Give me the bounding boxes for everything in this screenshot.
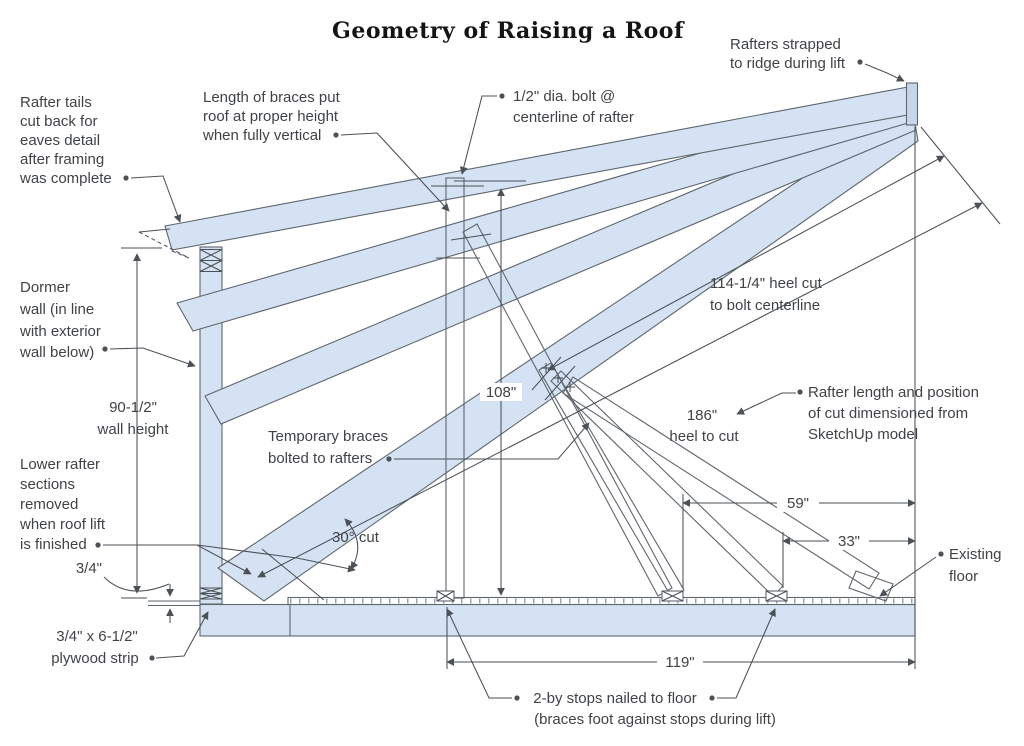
label-lower-rafter-1: Lower rafter [20,456,101,473]
label-lower-rafter-2: sections [20,476,76,493]
label-heel186-2: heel to cut [669,428,739,445]
ridge-board [907,83,918,125]
label-wall-height-2: wall height [97,421,169,438]
leader-existing-floor [880,557,936,596]
label-lower-rafter-5: is finished [20,536,87,553]
label-strapped-2: to ridge during lift [730,55,846,72]
dim-33-text: 33" [837,533,861,550]
brace-tilt-3 [551,371,783,596]
label-rafter-tails-3: eaves detail [20,132,101,149]
label-rafter-tails-2: cut back for [20,113,98,130]
label-wall-height-1: 90-1/2" [109,399,157,416]
label-heel114-2: to bolt centerline [710,297,821,314]
label-length-braces-1: Length of braces put [203,89,340,106]
brace-tilt-2 [539,363,684,598]
label-dormer-3: with exterior [20,323,101,340]
dim-119-text: 119" [665,654,695,671]
label-temp-braces-1: Temporary braces [268,428,389,445]
label-cut30: 30° cut [332,529,379,546]
label-rafter-tails-1: Rafter tails [20,94,92,111]
label-heel114-1: 114-1/4" heel cut [710,275,822,292]
label-plywood-1: 3/4" x 6-1/2" [56,628,138,645]
label-sketchup-3: SketchUp model [808,426,919,443]
label-existing-floor-1: Existing [949,546,1002,563]
label-length-braces-3: when fully vertical [203,127,322,144]
leader-dormer [110,348,195,366]
ridge-extension-line [921,127,1000,224]
label-lower-rafter-3: removed [20,496,79,513]
label-length-braces-2: roof at proper height [203,108,339,125]
label-bolt-2: centerline of rafter [513,109,634,126]
label-existing-floor-2: floor [949,568,979,585]
label-bolt-1: 1/2" dia. bolt @ [513,88,616,105]
label-stops-2: (braces foot against stops during lift) [534,711,776,728]
label-heel186-1: 186" [686,407,718,424]
leader-strapped [865,64,904,81]
leader-sketchup [737,393,796,414]
label-stops-1: 2-by stops nailed to floor [533,690,697,707]
label-lower-rafter-4: when roof lift [20,516,106,533]
label-temp-braces-2: bolted to rafters [268,450,373,467]
label-rafter-tails-4: after framing [20,151,105,168]
diagram-title: Geometry of Raising a Roof [332,18,684,44]
label-rafter-tails-5: was complete [20,170,112,187]
leader-rafter-tails [131,176,180,222]
label-dormer-1: Dormer [20,279,71,296]
existing-floor-strip [288,598,915,605]
label-dormer-4: wall below) [20,344,95,361]
leader-bolt [462,96,497,174]
label-strapped-1: Rafters strapped [730,36,841,53]
dim-59-text: 59" [786,495,810,512]
dim-108-text: 108" [485,384,517,401]
floor-slab [200,605,915,637]
label-plywood-2: plywood strip [51,650,139,667]
label-sketchup-2: of cut dimensioned from [808,405,969,422]
label-sketchup-1: Rafter length and position [808,384,979,401]
label-three-quarter: 3/4" [75,560,102,577]
label-dormer-2: wall (in line [20,301,95,318]
